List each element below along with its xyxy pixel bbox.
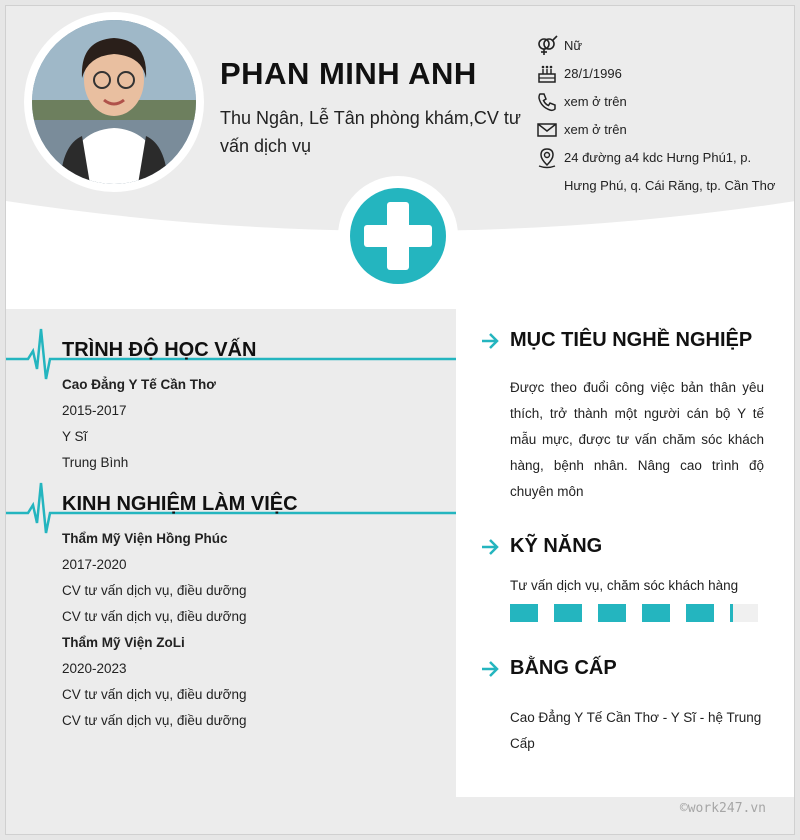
birthday-cake-icon bbox=[536, 63, 558, 85]
job-title: Thu Ngân, Lễ Tân phòng khám,CV tư vấn dịch vụ bbox=[220, 108, 521, 156]
arrow-right-icon bbox=[480, 537, 500, 557]
phone-value: xem ở trên bbox=[564, 94, 627, 109]
right-column bbox=[456, 309, 795, 797]
email-value: xem ở trên bbox=[564, 122, 627, 137]
education-grade: Trung Bình bbox=[62, 455, 129, 470]
skill-bar-segment bbox=[642, 604, 670, 622]
objective-title: MỤC TIÊU NGHỀ NGHIỆP bbox=[510, 329, 753, 351]
job-description: CV tư vấn dịch vụ, điều dưỡng bbox=[62, 687, 247, 702]
job-description: CV tư vấn dịch vụ, điều dưỡng bbox=[62, 583, 247, 598]
skill-bar-segment bbox=[730, 604, 733, 622]
email-icon bbox=[536, 119, 558, 141]
arrow-right-icon bbox=[480, 331, 500, 351]
birthday-value: 28/1/1996 bbox=[564, 66, 622, 81]
job-description: CV tư vấn dịch vụ, điều dưỡng bbox=[62, 609, 247, 624]
phone-row bbox=[536, 88, 786, 116]
experience-header bbox=[6, 475, 456, 535]
education-school: Cao Đẳng Y Tế Cần Thơ bbox=[62, 377, 216, 392]
gender-row bbox=[536, 32, 786, 60]
skill-bar-segment bbox=[510, 604, 538, 622]
skills-title: KỸ NĂNG bbox=[510, 535, 603, 557]
arrow-right-icon bbox=[480, 659, 500, 679]
skill-level-bar bbox=[510, 604, 760, 624]
skill-bar-segment bbox=[686, 604, 714, 622]
skill-name: Tư vấn dịch vụ, chăm sóc khách hàng bbox=[510, 578, 739, 593]
gender-icon bbox=[536, 35, 558, 57]
skill-bar-segment bbox=[598, 604, 626, 622]
candidate-name: PHAN MINH ANH bbox=[220, 56, 477, 91]
address-row bbox=[536, 144, 786, 200]
email-row bbox=[536, 116, 786, 144]
location-pin-icon bbox=[536, 147, 558, 169]
education-years: 2015-2017 bbox=[62, 403, 127, 418]
job-years: 2020-2023 bbox=[62, 661, 127, 676]
avatar bbox=[32, 20, 196, 184]
education-title: TRÌNH ĐỘ HỌC VẤN bbox=[62, 339, 257, 361]
skill-bar-track bbox=[733, 604, 758, 622]
medical-cross-icon bbox=[350, 188, 446, 284]
address-value: 24 đường a4 kdc Hưng Phú1, p. Hưng Phú, q. Cái Răng, tp. Cần Thơ bbox=[564, 150, 776, 193]
phone-icon bbox=[536, 91, 558, 113]
birthday-row bbox=[536, 60, 786, 88]
education-header bbox=[6, 321, 456, 381]
certificates-title: BẰNG CẤP bbox=[510, 657, 617, 679]
job-description: CV tư vấn dịch vụ, điều dưỡng bbox=[62, 713, 247, 728]
gender-value: Nữ bbox=[564, 38, 583, 53]
job-company: Thẩm Mỹ Viện Hồng Phúc bbox=[62, 531, 228, 546]
objective-text: Được theo đuổi công việc bản thân yêu thích, trở thành một người cán bộ Y tế mẫu mực, được tư vấn chăm sóc khách hàng, bệnh nhân. Nâng cao trình độ chuyên môn bbox=[510, 380, 764, 499]
job-company: Thẩm Mỹ Viện ZoLi bbox=[62, 635, 185, 650]
certificates-text: Cao Đẳng Y Tế Cần Thơ - Y Sĩ - hệ Trung Cấp bbox=[510, 710, 762, 751]
watermark: ©work247.vn bbox=[679, 801, 766, 816]
education-major: Y Sĩ bbox=[62, 429, 88, 444]
experience-title: KINH NGHIỆM LÀM VIỆC bbox=[62, 493, 298, 515]
job-years: 2017-2020 bbox=[62, 557, 127, 572]
cv-page bbox=[5, 5, 795, 835]
skill-bar-segment bbox=[554, 604, 582, 622]
contact-info bbox=[536, 32, 786, 200]
left-column bbox=[6, 309, 456, 835]
